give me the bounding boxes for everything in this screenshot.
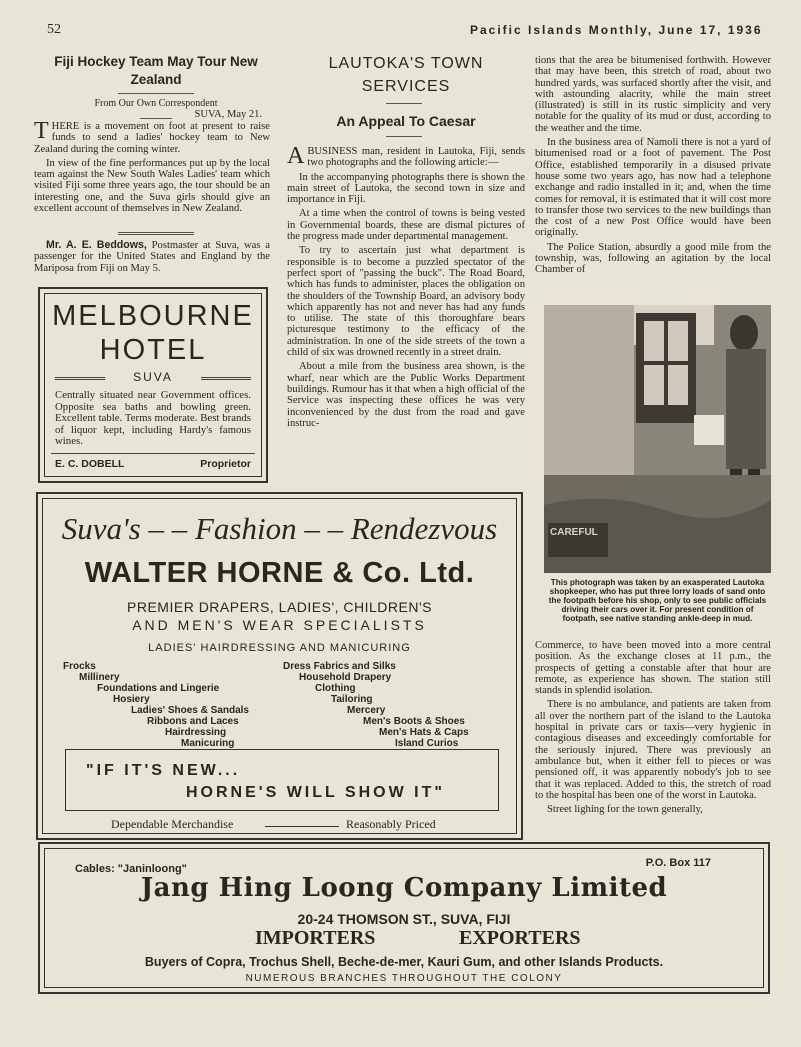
col3-para-3: The Police Station, absurdly a good mile from the township, was, following an agitation by the local Chamber of [535, 241, 771, 276]
ad-company-name: WALTER HORNE & Co. Ltd. [84, 557, 475, 589]
col3-para-4: Commerce, to have been moved into a more central position. As the exchange closes at 11 p.m., the prospects of getting a constable after that hour are remote, as experience has shown. The station still stands in splendid isolation. [535, 640, 771, 697]
correspondent-line: From Our Own Correspondent [94, 98, 218, 109]
footer-rule [265, 826, 339, 827]
lautoka-para-5: About a mile from the business area shown, is the wharf, near which are the Public Works Department buildings. Rumour has it that when a high official of the Service was inspecting these offices he was very inconvenienced by the dust from the road and gave instruc- [287, 361, 525, 429]
list-item: Ribbons and Laces [147, 716, 239, 727]
list-item: Dress Fabrics and Silks [283, 661, 396, 672]
lautoka-subtitle: An Appeal To Caesar [336, 113, 476, 129]
ad-subline-1: PREMIER DRAPERS, LADIES', CHILDREN'S [127, 599, 432, 615]
lautoka-para-2: In the accompanying photographs there is shown the main street of Lautoka, the second town in size and importance in Fiji. [287, 171, 525, 206]
walter-horne-ad [36, 492, 523, 840]
ad-title-line1: MELBOURNE [52, 300, 254, 332]
divider [386, 103, 422, 104]
ad-footer-left: Dependable Merchandise [111, 817, 234, 831]
ad-branches-line: NUMEROUS BRANCHES THROUGHOUT THE COLONY [245, 973, 563, 984]
ad-po-box: P.O. Box 117 [645, 857, 711, 869]
list-item: Clothing [315, 683, 356, 694]
fiji-para-2: In view of the fine performances put up by the local team against the New South Wales Ladies' team which visited Fiji some three years ago, the tour should be an interesting one, and the Suva girls should give an excellent account of themselves in New Zealand. [34, 157, 270, 215]
list-item: Hosiery [113, 694, 150, 705]
slogan-line-1: "IF IT'S NEW... [86, 762, 241, 779]
ad-exporters: EXPORTERS [459, 927, 581, 949]
list-item: Frocks [63, 661, 96, 672]
ad-cables: Cables: "Janinloong" [75, 863, 187, 875]
lautoka-para-3: At a time when the control of towns is being vested in Governmental boards, these are dismal pictures of the progress made under departmental management. [287, 208, 525, 243]
ad-buyers-line: Buyers of Copra, Trochus Shell, Beche-de-mer, Kauri Gum, and other Islands Products. [144, 955, 664, 969]
list-item: Men's Boots & Shoes [363, 716, 465, 727]
list-item: Ladies' Shoes & Sandals [131, 705, 249, 716]
fiji-para-1: HERE is a movement on foot at present to raise funds to send a ladies' hockey team to New Zealand during the coming winter. [34, 121, 270, 155]
list-item: Mercery [347, 705, 386, 716]
list-item: Island Curios [395, 738, 459, 749]
drop-cap: T [34, 118, 49, 144]
col3-para-6: Street lighing for the town generally, [547, 804, 703, 816]
ad-body: Centrally situated near Government offices. Opposite sea baths and bowling green. Excellent table. Terms moderate. Best brands of liquor kept, including Hardy's famous wines. [55, 389, 251, 447]
photo-caption: This photograph was taken by an exasperated Lautoka shopkeeper, who has put three lorry loads of sand onto the footpath before his shop, only to see public officials driving their cars over it. For present condition of footpath, see native standing ankle-deep in mud. [548, 578, 767, 623]
ad-tagline: Suva's ‒ ‒ Fashion ‒ ‒ Rendezvous [61, 511, 498, 546]
lautoka-article-body [287, 143, 525, 432]
slogan-box [65, 749, 499, 811]
list-item: Millinery [79, 672, 120, 683]
list-item: Tailoring [331, 694, 373, 705]
lautoka-continued-bottom [535, 640, 771, 818]
ad-title-line2: HOTEL [99, 334, 207, 366]
ad-footer-right: Reasonably Priced [346, 817, 436, 831]
street-photo [544, 305, 771, 573]
beddows-name: Mr. A. E. Beddows, [46, 239, 147, 251]
list-item: Hairdressing [165, 727, 227, 738]
ad-footer [55, 458, 251, 470]
col3-para-2: In the business area of Namoli there is not a yard of bitumenised road or a foot of pavement. The Post Office, established temporarily in a disused private house some two years ago, has now had a telephone exchange and radio installed in it; and, when the time comes for removal, it is estimated that it will cost more to transfer those two services to the new buildings than the cost of a new Post Office would have been originally. [535, 137, 771, 239]
lautoka-para-1: BUSINESS man, resident in Lautoka, Fiji, sends two photographs and the following article:— [307, 146, 525, 169]
col3-para-5: There is no ambulance, and patients are taken from all over the northern part of the island to the Lautoka hospital in private cars or taxis—very hygienic in contagious diseases and exceedingly comfortable for the seriously injured. There was previously an ambulance but, when it either fell to pieces or was pensioned off, it was apparently nobody's job to see that it was replaced. Added to this, the stretch of road to the hospital has been one of the worst in Lautoka. [535, 699, 771, 801]
ad-address: 20-24 THOMSON ST., SUVA, FIJI [297, 911, 511, 927]
publication-title: Pacific Islands Monthly, June 17, 1936 [470, 23, 763, 37]
list-item: Men's Hats & Caps [379, 727, 469, 738]
ad-owner: E. C. DOBELL [55, 458, 125, 470]
ad-rule [51, 453, 255, 454]
melbourne-hotel-ad [38, 287, 268, 483]
list-item: Foundations and Lingerie [97, 683, 220, 694]
dateline: SUVA, May 21. [194, 109, 262, 120]
lautoka-para-4: To try to ascertain just what department is responsible is to become a puzzled spectator of the perfect sport of "passing the buck". The Road Board, which has funds to administer, places the obligation on the shoulders of the Township Board, an advisory body which apparently has not and never has had any funds to utilise. The state of this thoroughfare bears picturesque testimony to the efficacy of the administration. In one of the side streets of the town a child of six was drowned recently in a street drain. [287, 245, 525, 359]
section-divider [118, 232, 194, 235]
ad-role: Proprietor [200, 458, 251, 470]
list-item: Manicuring [181, 738, 235, 749]
ad-city: SUVA [133, 370, 173, 384]
fiji-article-body [34, 118, 270, 217]
lautoka-article-title: LAUTOKA'S TOWN SERVICES [328, 55, 484, 95]
photo-sign: CAREFUL [550, 527, 598, 538]
drop-cap: A [287, 143, 305, 169]
ad-importers: IMPORTERS [255, 927, 376, 949]
page-number: 52 [47, 22, 61, 37]
ornament-rule [201, 377, 251, 380]
jang-hing-loong-ad [38, 842, 770, 994]
fiji-article-title: Fiji Hockey Team May Tour New Zealand [54, 54, 258, 87]
beddows-note [34, 240, 270, 277]
slogan-line-2: HORNE'S WILL SHOW IT" [186, 784, 445, 801]
beddows-text: Postmaster at Suva, was a passenger for the United States and England by the Mariposa from Fiji on May 5. [34, 240, 270, 274]
ad-company-name: Jang Hing Loong Company Limited [140, 873, 668, 903]
ad-subline-3: LADIES' HAIRDRESSING AND MANICURING [148, 642, 411, 654]
ad-subline-2: AND MEN'S WEAR SPECIALISTS [132, 617, 427, 633]
divider [386, 136, 422, 137]
col3-para-1: tions that the area be bitumenised forthwith. However that may have been, this stretch of road, about two hundred yards, was surfaced shortly after the visit, and with astounding alacrity, while the main street (illustrated) is still in its rustic simplicity and very notable for the quality of its mud or dust, according to the weather and the time. [535, 55, 771, 134]
lautoka-continued-top [535, 55, 771, 279]
list-item: Household Drapery [299, 672, 392, 683]
divider [118, 93, 194, 94]
